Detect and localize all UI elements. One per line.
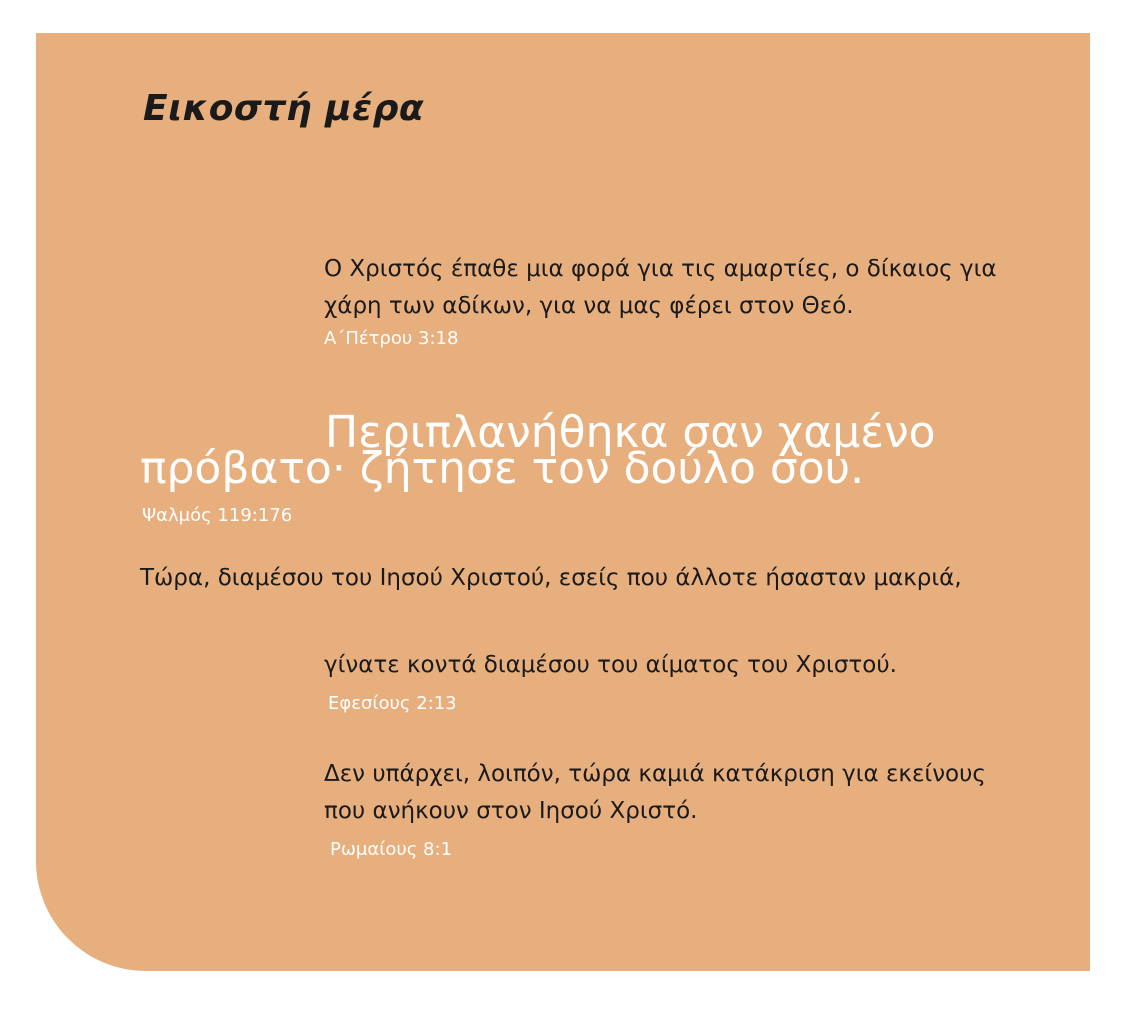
verse-text-2 (140, 407, 1040, 494)
verse-text-4: Δεν υπάρχει, λοιπόν, τώρα καμιά κατάκριση για εκείνους που ανήκουν στον Ιησού Χριστό. (324, 761, 986, 825)
verse-reference-4: Ρωμαίους 8:1 (330, 838, 453, 860)
verse-text-3 (140, 560, 1040, 685)
verse-text-3-line-2: γίνατε κοντά διαμέσου του αίματος του Χριστού. (324, 652, 897, 679)
verse-reference-3: Εφεσίους 2:13 (328, 692, 457, 714)
verse-block-1 (324, 251, 1024, 349)
page-title: Εικοστή μέρα (143, 88, 425, 129)
verse-text-1: Ο Χριστός έπαθε μια φορά για τις αμαρτίες, ο δίκαιος για χάρη των αδίκων, για να μας φέρει στον Θεό. (324, 256, 997, 320)
slide-panel (36, 33, 1090, 971)
verse-block-2 (140, 407, 1040, 526)
verse-text-2-line-2: πρόβατο· ζήτησε τον δούλο σου. (140, 443, 865, 494)
verse-block-4 (324, 756, 1024, 860)
verse-text-2-line-1: Περιπλανήθηκα σαν χαμένο (325, 407, 936, 458)
verse-reference-1: Α΄Πέτρου 3:18 (324, 327, 459, 349)
verse-text-3-line-1: Τώρα, διαμέσου του Ιησού Χριστού, εσείς που άλλοτε ήσασταν μακριά, (140, 565, 962, 591)
verse-block-3 (140, 560, 1040, 714)
verse-reference-2: Ψαλμός 119:176 (142, 505, 293, 526)
